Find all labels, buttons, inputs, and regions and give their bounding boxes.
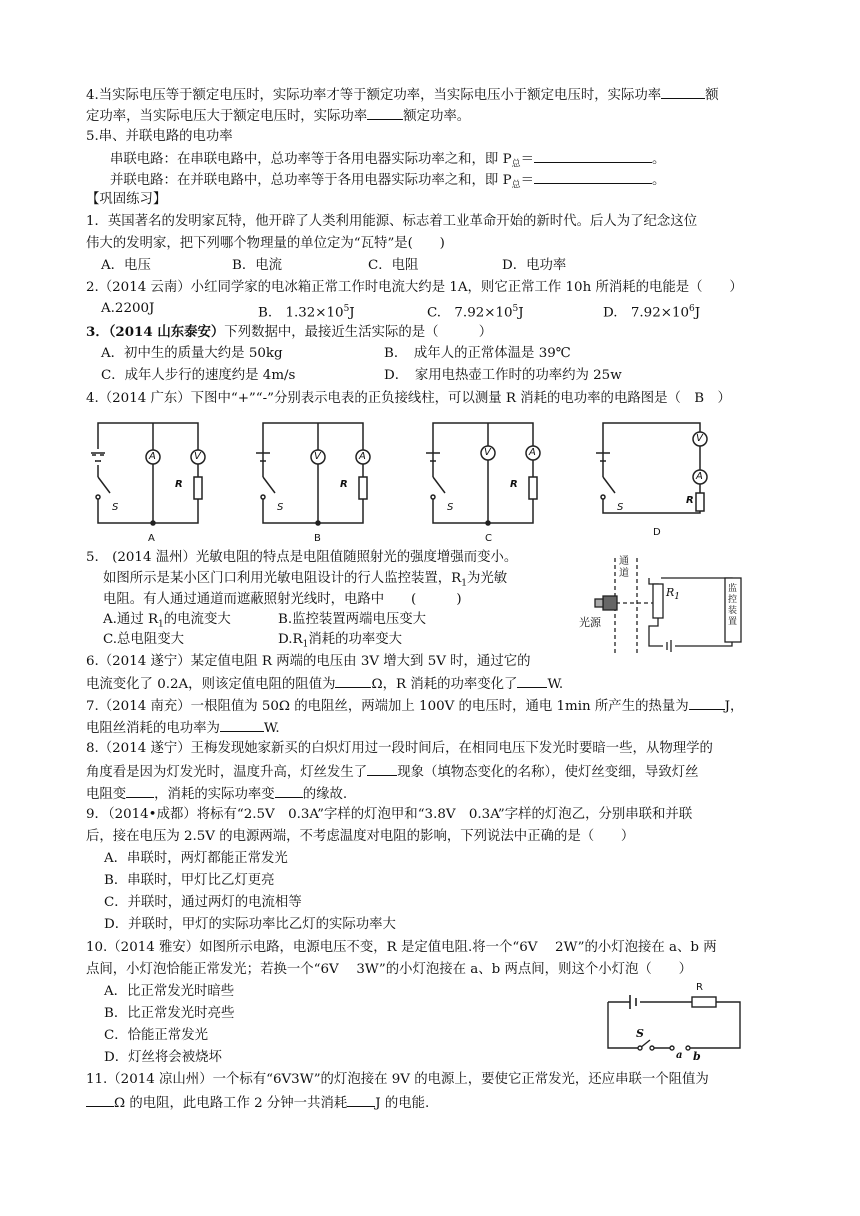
q1-line2: 伟大的发明家，把下列哪个物理量的单位定为“瓦特”是( ): [86, 236, 445, 251]
q8-line2: 角度看是因为灯发光时，温度升高，灯丝发生了 现象（填物态变化的名称），使灯丝变细，导致灯丝: [86, 761, 699, 783]
fig-c-switch-label: S: [447, 502, 454, 513]
fig-d-switch-label: S: [617, 502, 624, 513]
fig-b-ammeter-label: A: [359, 451, 366, 462]
q2-stem: 2.（2014 云南）小红同学家的电冰箱正常工作时电流大约是 1A，则它正常工作 10h 所消耗的电能是（ ）: [86, 280, 743, 295]
q4-circuit-figures: [88, 415, 768, 545]
q1-option-d: D．电功率: [502, 258, 567, 273]
q10-option-d: D．灯丝将会被烧坏: [104, 1050, 222, 1065]
q3-option-d: D． 家用电热壶工作时的功率约为 25w: [384, 368, 622, 383]
fig-a-label: A: [148, 533, 155, 544]
fig-b-voltmeter-label: V: [314, 451, 321, 462]
q5-intro-title: 5.串、并联电路的电功率: [86, 129, 233, 144]
q1-option-c: C．电阻: [368, 258, 419, 273]
q8-line3: 电阻变 ，消耗的实际功率变 的缘故.: [86, 783, 347, 805]
fig-c-label: C: [485, 533, 492, 544]
fig-d-ammeter-label: A: [696, 471, 703, 482]
q2-option-b: B. $1.32\times 10^5J$: [258, 304, 355, 321]
light-source-label: 光源: [579, 616, 601, 629]
q10-line1: 10.（2014 雅安）如图所示电路，电源电压不变，R 是定值电阻.将一个“6V 2W”的小灯泡接在 a、b 两: [86, 940, 717, 955]
q5-option-c: C.总电阻变大: [103, 632, 184, 647]
fig-a-resistor-label: R: [175, 479, 183, 490]
fig-b-switch-label: S: [277, 502, 284, 513]
q2-option-a: A.2200J: [101, 301, 155, 316]
q4-intro-line1: 4.当实际电压等于额定电压时，实际功率才等于额定功率，当实际电压小于额定电压时，实际功率 额: [86, 84, 719, 106]
q1-line1: 1．英国著名的发明家瓦特，他开辟了人类利用能源、标志着工业革命开始的新时代。后人为了纪念这位: [86, 214, 698, 229]
q9-option-d: D．并联时，甲灯的实际功率比乙灯的实际功率大: [104, 917, 396, 932]
q5-intro-parallel: 并联电路：在并联电路中，总功率等于各用电器实际功率之和，即 $P_总=$ 。: [110, 169, 665, 196]
q4-intro-line2: 定功率，当实际电压大于额定电压时，实际功率 额定功率。: [86, 105, 470, 127]
q10-option-c: C．恰能正常发光: [104, 1028, 208, 1043]
q5-intro-series: 串联电路：在串联电路中，总功率等于各用电器实际功率之和，即 $P_总=$ 。: [110, 148, 665, 175]
q2-option-d: D. $7.92\times 10^6J$: [603, 304, 701, 321]
r1-label: $R_1$: [666, 586, 681, 603]
q9-line1: 9．（2014•成都）将标有“2.5V 0.3A”字样的灯泡甲和“3.8V 0.3A”字样的灯泡乙，分别串联和并联: [86, 807, 693, 822]
q11-line2: Ω 的电阻，此电路工作 2 分钟一共消耗 J 的电能.: [86, 1092, 429, 1114]
q10-resistor-label: R: [696, 982, 703, 993]
channel-label: 通道: [619, 556, 629, 579]
fig-c-ammeter-label: A: [529, 447, 536, 458]
fig-a-switch-label: S: [112, 502, 119, 513]
monitor-device-label: 监控装置: [728, 584, 738, 627]
q7-line2: 电阻丝消耗的电功率为 W.: [86, 717, 280, 739]
q3-option-a: A．初中生的质量大约是 50kg: [101, 346, 283, 361]
q5-line3: 电阻。有人通过通道而遮蔽照射光线时，电路中 ( ): [103, 592, 462, 607]
q6-line1: 6.（2014 遂宁）某定值电阻 R 两端的电压由 3V 增大到 5V 时，通过它的: [86, 654, 531, 669]
fig-c-voltmeter-label: V: [484, 447, 491, 458]
q10-circuit-figure: [600, 982, 750, 1066]
q5-monitor-figure: [575, 556, 760, 666]
fig-a-voltmeter-label: V: [194, 451, 201, 462]
q5-line1: 5. (2014 温州）光敏电阻的特点是电阻值随照射光的强度增强而变小。: [86, 550, 518, 565]
q5-option-b: B.监控装置两端电压变大: [278, 612, 427, 627]
q10-point-b-label: b: [693, 1050, 701, 1063]
q9-option-b: B．串联时，甲灯比乙灯更亮: [104, 873, 275, 888]
q9-option-a: A．串联时，两灯都能正常发光: [104, 851, 288, 866]
q7-line1: 7.（2014 南充）一根阻值为 50Ω 的电阻丝，两端加上 100V 的电压时，通电 1min 所产生的热量为 J，: [86, 695, 743, 717]
q3-stem: 3．（2014 山东泰安）下列数据中，最接近生活实际的是（ ）: [86, 324, 493, 340]
fig-a-ammeter-label: A: [149, 451, 156, 462]
q10-point-a-label: a: [676, 1050, 683, 1061]
q8-line1: 8.（2014 遂宁）王梅发现她家新买的白炽灯用过一段时间后，在相同电压下发光时要暗一些，从物理学的: [86, 741, 713, 756]
fig-d-resistor-label: R: [686, 495, 694, 506]
q10-option-a: A．比正常发光时暗些: [104, 984, 235, 999]
fig-d-voltmeter-label: V: [696, 433, 703, 444]
q9-line2: 后，接在电压为 2.5V 的电源两端，不考虑温度对电阻的影响，下列说法中正确的是（ ）: [86, 829, 635, 844]
fig-b-label: B: [314, 533, 321, 544]
q9-option-c: C．并联时，通过两灯的电流相等: [104, 895, 302, 910]
q2-option-c: C. $7.92\times 10^5J$: [427, 304, 524, 321]
q6-line2: 电流变化了 0.2A，则该定值电阻的阻值为 Ω，R 消耗的功率变化了 W.: [86, 673, 563, 695]
q5-line2: 如图所示是某小区门口利用光敏电阻设计的行人监控装置，$R_1$为光敏: [103, 571, 508, 589]
fig-c-resistor-label: R: [510, 479, 518, 490]
fig-d-label: D: [653, 527, 661, 538]
q3-option-c: C．成年人步行的速度约是 4m/s: [101, 368, 296, 383]
q1-option-a: A．电压: [101, 258, 151, 273]
q11-line1: 11.（2014 凉山州）一个标有“6V3W”的灯泡接在 9V 的电源上，要使它正常发光，还应串联一个阻值为: [86, 1072, 709, 1087]
q10-line2: 点间，小灯泡恰能正常发光；若换一个“6V 3W”的小灯泡接在 a、b 两点间，则这个小灯泡（ ）: [86, 962, 692, 977]
section-title: 【巩固练习】: [86, 192, 167, 207]
q10-switch-label: S: [636, 1027, 644, 1040]
q4-stem: 4.（2014 广东）下图中“+”“-”分别表示电表的正负接线柱，可以测量 R 消耗的电功率的电路图是（ B ）: [86, 391, 731, 406]
q5-option-d: $D.R_1$消耗的功率变大: [278, 632, 403, 650]
q1-option-b: B．电流: [232, 258, 283, 273]
fig-b-resistor-label: R: [340, 479, 348, 490]
q3-option-b: B． 成年人的正常体温是 39℃: [384, 346, 571, 361]
q10-option-b: B．比正常发光时亮些: [104, 1006, 235, 1021]
q5-option-a: A.通过 $R_1$的电流变大: [103, 612, 231, 630]
